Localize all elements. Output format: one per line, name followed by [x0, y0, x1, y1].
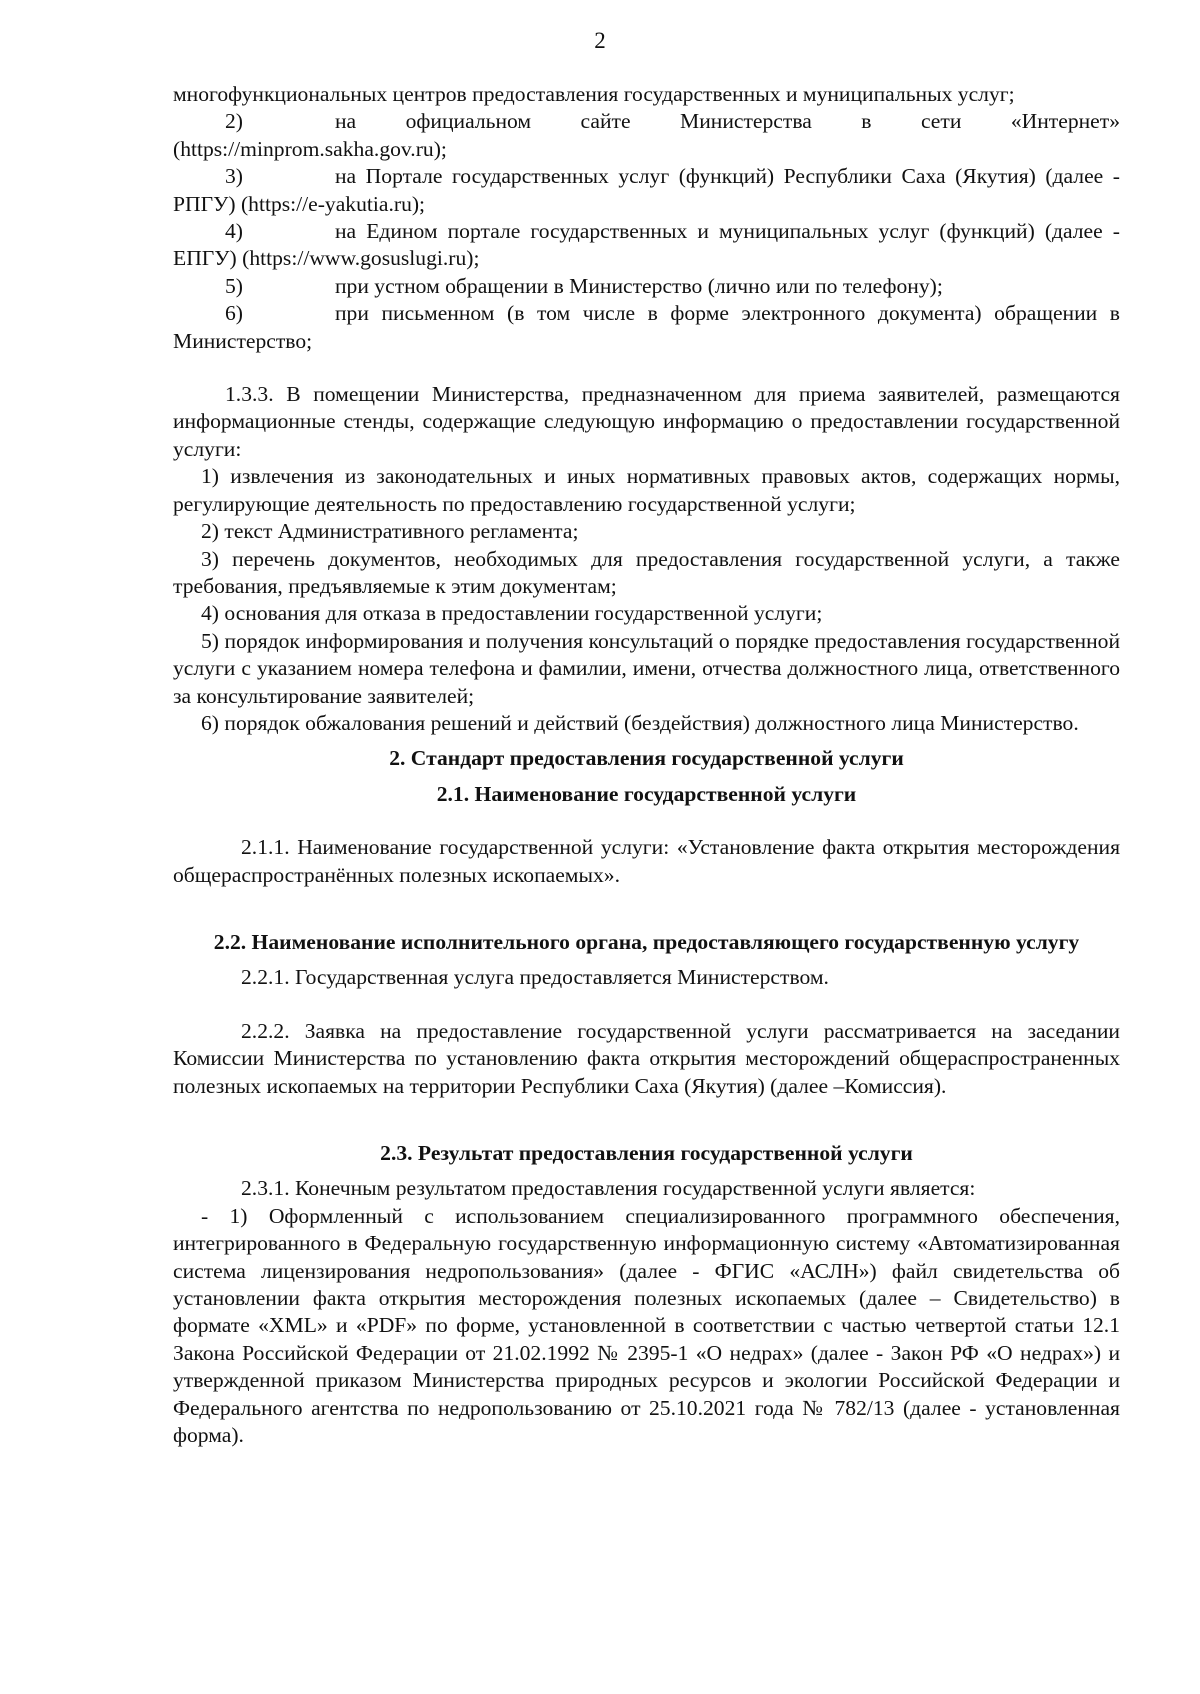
paragraph-2-2-2: 2.2.2. Заявка на предоставление государственной услуги рассматривается на заседании Комиссии Министерства по установлению факта открытия месторождений общераспространенных полезных ископаемых на территории Республики Саха (Якутия) (далее –Комиссия).	[173, 1018, 1120, 1098]
stand-item: 1) извлечения из законодательных и иных нормативных правовых актов, содержащих нормы, регулирующие деятельность по предоставлению государственной услуги;	[173, 464, 1120, 516]
paragraph-2-2-1: 2.2.1. Государственная услуга предоставляется Министерством.	[241, 965, 829, 990]
list-text: на официальном сайте Министерства в сети «Интернет» (https://minprom.sakha.gov.ru);	[173, 109, 1120, 161]
list-text: при письменном (в том числе в форме электронного документа) обращении в Министерство;	[173, 301, 1120, 353]
paragraph-2-1-1: 2.1.1. Наименование государственной услуги: «Установление факта открытия месторождения общераспространённых полезных ископаемых».	[173, 835, 1120, 887]
paragraph-2-3-1: 2.3.1. Конечным результатом предоставления государственной услуги является:	[241, 1176, 976, 1201]
heading-section-2: 2. Стандарт предоставления государственной услуги	[389, 746, 904, 771]
list-line-2	[173, 108, 1120, 163]
stand-item: 3) перечень документов, необходимых для предоставления государственной услуги, а также требования, предъявляемые к этим документам;	[173, 546, 1120, 598]
heading-2-2: 2.2. Наименование исполнительного органа, предоставляющего государственную услугу	[213, 929, 1080, 954]
list-number: 2)	[225, 109, 243, 134]
list-line-0: многофункциональных центров предоставления государственных и муниципальных услуг;	[173, 82, 1015, 106]
list-text: на Едином портале государственных и муниципальных услуг (функций) (далее - ЕПГУ) (https://www.gosuslugi.ru);	[173, 219, 1120, 271]
heading-2-3: 2.3. Результат предоставления государственной услуги	[380, 1141, 913, 1165]
document-body	[173, 81, 1120, 1449]
paragraph-1-3-3: 1.3.3. В помещении Министерства, предназначенном для приема заявителей, размещаются информационные стенды, содержащие следующую информацию о предоставлении государственной услуги:	[173, 382, 1120, 461]
list-line-4	[173, 218, 1120, 273]
page-number: 2	[594, 28, 606, 53]
list-number: 5)	[225, 273, 243, 298]
result-item-1: - 1) Оформленный с использованием специализированного программного обеспечения, интегрированного в Федеральную государственную информационную систему «Автоматизированная система лицензирования недропользования» (далее - ФГИС «АСЛН») файл свидетельства об установлении факта открытия месторождения полезных ископаемых (далее – Свидетельство) в формате «XML» и «PDF» по форме, установленной в соответствии с частью четвертой статьи 12.1 Закона Российской Федерации от 21.02.1992 № 2395-1 «О недрах» (далее - Закон РФ «О недрах») и утвержденной приказом Министерства природных ресурсов и экологии Российской Федерации и Федерального агентства по недропользованию от 25.10.2021 года № 782/13 (далее - установленная форма).	[173, 1203, 1120, 1448]
stand-item: 6) порядок обжалования решений и действий (бездействия) должностного лица Министерство.	[201, 710, 1079, 735]
list-line-5	[173, 273, 1120, 300]
stand-item: 4) основания для отказа в предоставлении государственной услуги;	[201, 601, 823, 626]
list-number: 4)	[225, 219, 243, 244]
list-line-6	[173, 300, 1120, 355]
list-number: 6)	[225, 301, 243, 326]
list-number: 3)	[225, 164, 243, 189]
heading-2-1: 2.1. Наименование государственной услуги	[436, 781, 857, 806]
list-line-3	[173, 163, 1120, 218]
list-text: на Портале государственных услуг (функций) Республики Саха (Якутия) (далее - РПГУ) (https://e-yakutia.ru);	[173, 164, 1120, 216]
stand-item: 5) порядок информирования и получения консультаций о порядке предоставления государственной услуги с указанием номера телефона и фамилии, имени, отчества должностного лица, ответственного за консультирование заявителей;	[173, 628, 1120, 708]
list-text: при устном обращении в Министерство (лично или по телефону);	[335, 273, 943, 298]
stand-item: 2) текст Административного регламента;	[201, 519, 579, 544]
